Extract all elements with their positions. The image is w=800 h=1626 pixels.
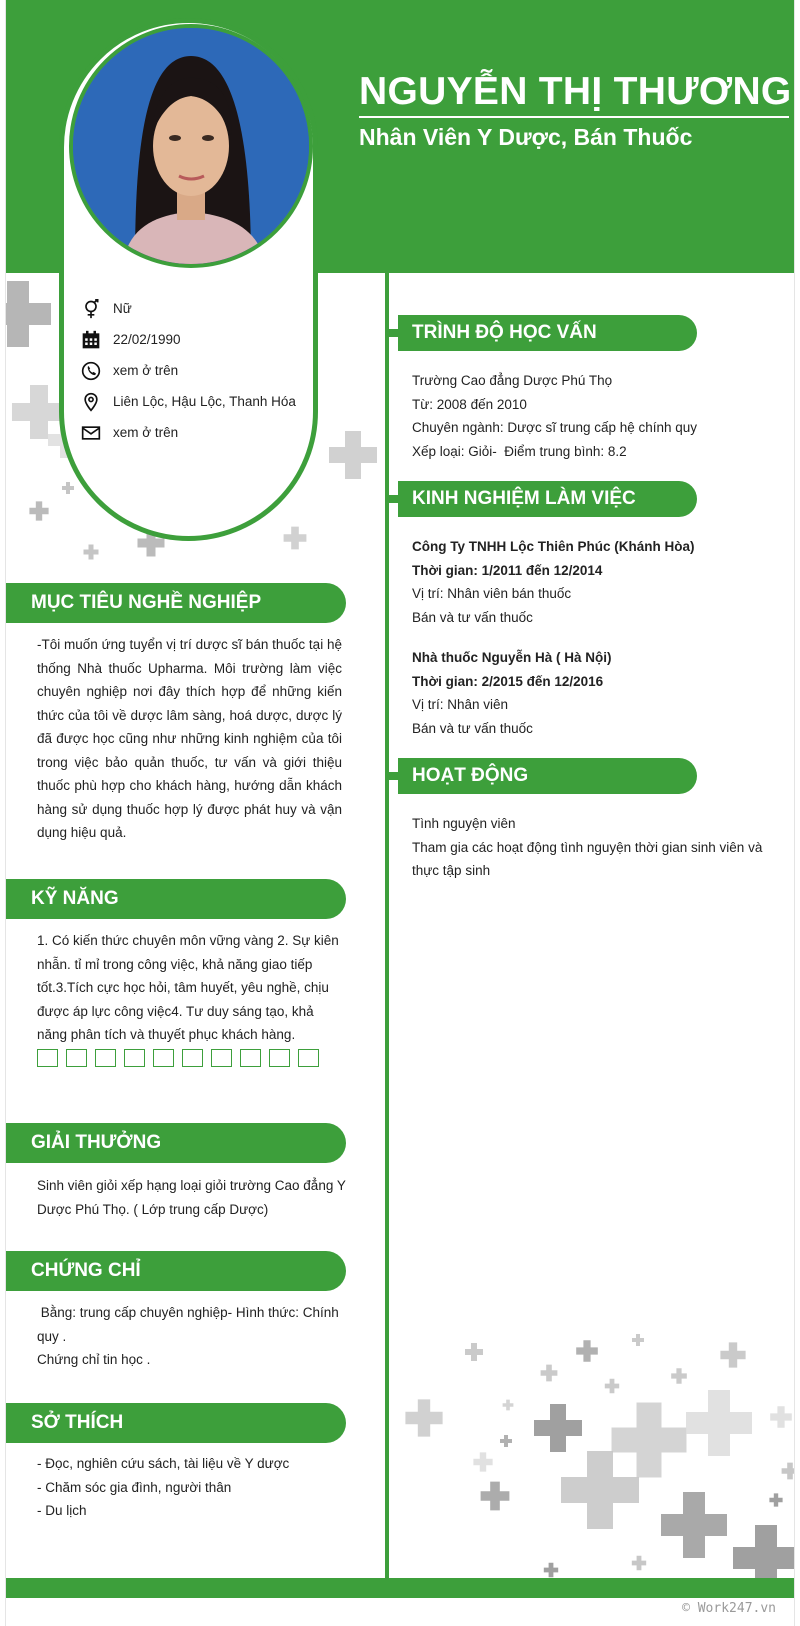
location-pin-icon bbox=[81, 392, 101, 412]
hobbies-list bbox=[37, 1452, 347, 1523]
list-item: - Chăm sóc gia đình, người thân bbox=[37, 1479, 232, 1495]
experience-heading: KINH NGHIỆM LÀM VIỆC bbox=[398, 481, 697, 517]
skill-rating-box bbox=[37, 1049, 58, 1067]
contact-address bbox=[81, 386, 316, 417]
awards-text: Sinh viên giỏi xếp hạng loại giỏi trường Cao đẳng Y Dược Phú Thọ. ( Lớp trung cấp Dược) bbox=[37, 1178, 346, 1217]
portrait-image bbox=[73, 28, 309, 264]
activity-description: Tham gia các hoạt động tình nguyện thời gian sinh viên và thực tập sinh bbox=[412, 839, 763, 878]
dob-value: 22/02/1990 bbox=[113, 332, 181, 347]
job-time: Thời gian: 1/2011 đến 12/2014 bbox=[412, 562, 603, 578]
skill-rating-box bbox=[211, 1049, 232, 1067]
job-position: Vị trí: Nhân viên bbox=[412, 697, 509, 712]
activity-role: Tình nguyện viên bbox=[412, 816, 516, 831]
certificates-text bbox=[37, 1301, 347, 1372]
skill-rating-box bbox=[153, 1049, 174, 1067]
skill-rating-box bbox=[240, 1049, 261, 1067]
calendar-icon bbox=[81, 330, 101, 350]
objective-heading: MỤC TIÊU NGHỀ NGHIỆP bbox=[6, 583, 346, 623]
awards-heading: GIẢI THƯỞNG bbox=[6, 1123, 346, 1163]
list-item: - Đọc, nghiên cứu sách, tài liệu về Y dược bbox=[37, 1456, 290, 1471]
contact-dob bbox=[81, 324, 316, 355]
education-period: Từ: 2008 đến 2010 bbox=[412, 396, 527, 412]
education-school: Trường Cao đẳng Dược Phú Thọ bbox=[412, 373, 613, 388]
skill-rating-box bbox=[298, 1049, 319, 1067]
candidate-job-title: Nhân Viên Y Dược, Bán Thuốc bbox=[359, 124, 693, 150]
experience-job-1 bbox=[412, 535, 782, 629]
job-description: Bán và tư vấn thuốc bbox=[412, 609, 533, 625]
phone-value: xem ở trên bbox=[113, 363, 179, 378]
contact-phone bbox=[81, 355, 316, 386]
education-block bbox=[412, 369, 782, 463]
skill-rating bbox=[37, 1049, 327, 1067]
gender-icon bbox=[81, 299, 101, 319]
certificate-it: Chứng chỉ tin học . bbox=[37, 1352, 151, 1367]
skill-rating-box bbox=[124, 1049, 145, 1067]
email-value: xem ở trên bbox=[113, 425, 179, 440]
watermark: © Work247.vn bbox=[682, 1601, 776, 1616]
skills-text: 1. Có kiến thức chuyên môn vững vàng 2. Sự kiên nhẫn. tỉ mỉ trong công việc, khả năng giao tiếp tốt.3.Tích cực học hỏi, tâm huyết, yêu nghề, chịu được áp lực công việc4. Tư duy sáng tạo, khả năng phân tích và thuyết phục khách hàng. bbox=[37, 933, 339, 1042]
column-divider bbox=[385, 273, 389, 1578]
education-heading: TRÌNH ĐỘ HỌC VẤN bbox=[398, 315, 697, 351]
job-position: Vị trí: Nhân viên bán thuốc bbox=[412, 586, 572, 601]
footer-bar bbox=[6, 1578, 795, 1598]
certificate-degree: Bằng: trung cấp chuyên nghiệp- Hình thức: Chính quy . bbox=[37, 1305, 343, 1344]
skill-rating-box bbox=[269, 1049, 290, 1067]
certificates-heading: CHỨNG CHỈ bbox=[6, 1251, 346, 1291]
address-value: Liên Lộc, Hậu Lộc, Thanh Hóa bbox=[113, 394, 296, 409]
candidate-name: NGUYỄN THỊ THƯƠNG bbox=[359, 70, 789, 118]
education-grade: Xếp loại: Giỏi- Điểm trung bình: 8.2 bbox=[412, 443, 627, 459]
job-company: Nhà thuốc Nguyễn Hà ( Hà Nội) bbox=[412, 650, 612, 665]
education-major: Chuyên ngành: Dược sĩ trung cấp hệ chính quy bbox=[412, 420, 698, 435]
gender-value: Nữ bbox=[113, 301, 132, 316]
activities-heading: HOẠT ĐỘNG bbox=[398, 758, 697, 794]
hobbies-heading: SỞ THÍCH bbox=[6, 1403, 346, 1443]
phone-icon bbox=[81, 361, 101, 381]
job-company: Công Ty TNHH Lộc Thiên Phúc (Khánh Hòa) bbox=[412, 539, 695, 554]
job-time: Thời gian: 2/2015 đến 12/2016 bbox=[412, 673, 604, 689]
mail-icon bbox=[81, 423, 101, 443]
skill-rating-box bbox=[182, 1049, 203, 1067]
contact-info bbox=[81, 293, 316, 448]
activities-block bbox=[412, 812, 772, 883]
resume-page bbox=[5, 0, 795, 1626]
avatar bbox=[69, 24, 313, 268]
contact-gender bbox=[81, 293, 316, 324]
contact-email bbox=[81, 417, 316, 448]
skill-rating-box bbox=[66, 1049, 87, 1067]
job-description: Bán và tư vấn thuốc bbox=[412, 720, 533, 736]
experience-job-2 bbox=[412, 646, 782, 740]
list-item: - Du lịch bbox=[37, 1503, 87, 1518]
objective-text: -Tôi muốn ứng tuyển vị trí dược sĩ bán thuốc tại hệ thống Nhà thuốc Upharma. Môi trường làm việc chuyên nghiệp nơi đây thích hợp để những kiến thức của tôi về dược lâm sàng, hoá dược, dược lý đã được học cũng như những kinh nghiệm của tôi trong việc bảo quản thuốc, tư vấn và giới thiệu thuốc phù hợp cho khách hàng, hướng dẫn khách hàng sử dụng thuốc hợp lý được phát huy và vận dụng hiệu quả. bbox=[37, 637, 342, 840]
skills-heading: KỸ NĂNG bbox=[6, 879, 346, 919]
skill-rating-box bbox=[95, 1049, 116, 1067]
